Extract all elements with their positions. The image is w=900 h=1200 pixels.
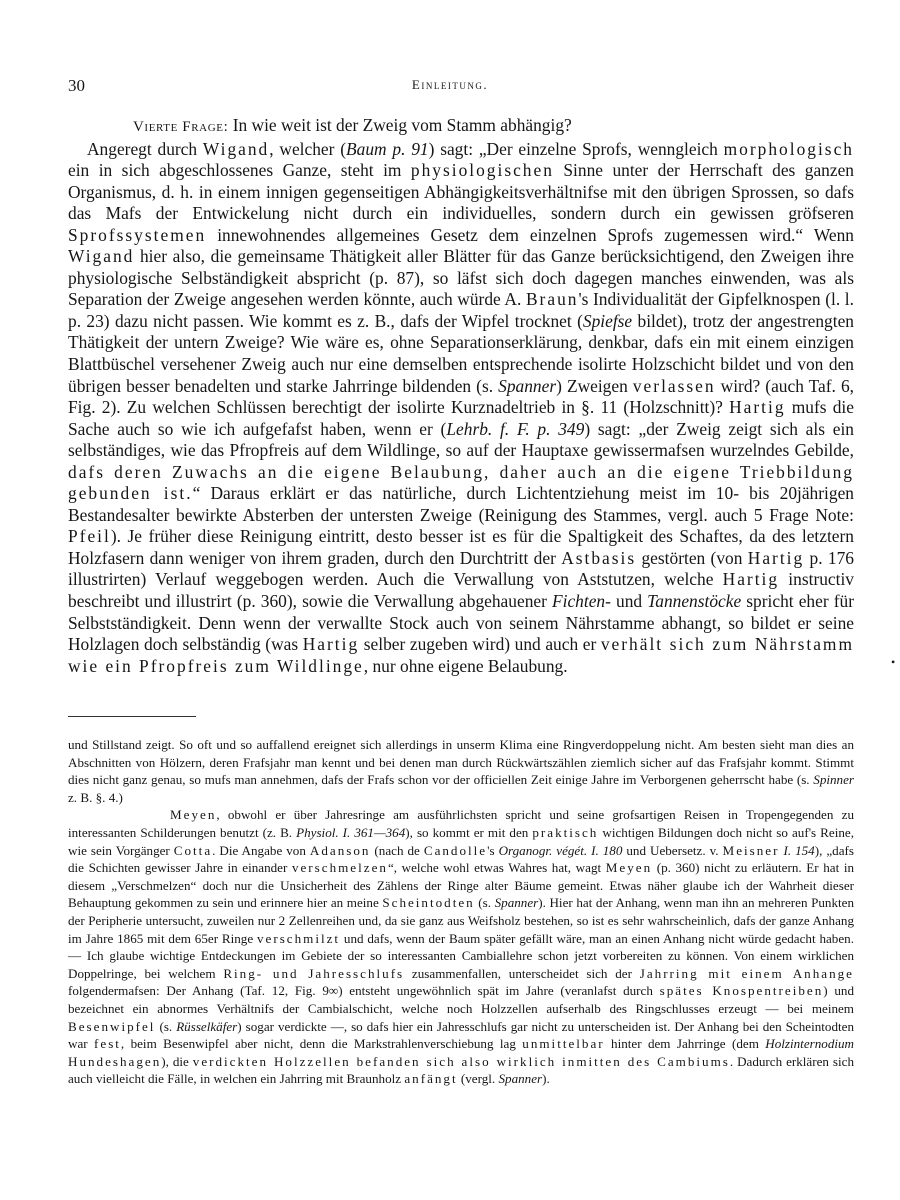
emphasis: physiologischen [410, 160, 554, 181]
text-run: wichtigen Bildungen doch nicht so auf's Reine, wie sein Vorgänger [68, 824, 854, 858]
emphasis: unmittelbar [522, 1036, 605, 1052]
citation: Physiol. I. 361—364 [296, 824, 406, 840]
author-name: Hartig [747, 547, 805, 568]
text-run: ), „dafs die Schichten gewisser Jahre in einander [68, 842, 854, 876]
footnote-divider [68, 716, 196, 717]
text-run: (vergl. [457, 1071, 499, 1087]
text-run: wird? (auch Taf. 6, Fig. 2). Zu welchen Schlüssen berechtigt der isolirte Kurznadeltrieb in §. 11 (Holzschnitt)? [68, 375, 854, 418]
citation: Baum p. 91 [346, 138, 429, 159]
running-head: Einleitung. [411, 77, 489, 92]
emphasis: verschmilzt [256, 930, 341, 946]
text-run: ), so kommt er mit den [405, 824, 533, 840]
emphasis: Spiefse [582, 310, 633, 331]
footnote-paragraph [68, 806, 854, 1088]
emphasis: verschmelzen [291, 860, 388, 876]
emphasis: morphologisch [723, 138, 854, 159]
author-name: Meyen [605, 860, 653, 876]
citation: Holzinternodium [765, 1036, 855, 1052]
text-run: selber zugeben wird) und auch er [359, 634, 601, 655]
emphasis: Besenwipfel [68, 1018, 156, 1034]
author-name: Wigand [68, 246, 135, 267]
text-run: (p. 360) nicht zu erläutern. Er hat in diesem „Verschmelzen“ doch nur die Unsicherheit des Zählens der Ringe alter Bäume gemeint. Etwas näher glaube ich der Wahrheit dieser Behauptung gekommen zu sein und erinnere hier an meine [68, 860, 855, 911]
text-run: ). [542, 1071, 550, 1087]
text-run: bildet), trotz der angestrengten Thätigkeit der untern Zweige? Wie wäre es, ohne Separationserklärung, denkbar, dafs ein mit einem einzigen Blattbüschel versehener Zweig auch nur eine demselben entsprechende isolirte Holzschicht bildet und von den übrigen besser benadelten und starke Jahrringe bildenden (s. [68, 310, 854, 396]
text-run: Angeregt durch [87, 138, 203, 159]
question-heading: Vierte Frage: [133, 119, 229, 135]
question-paragraph [68, 115, 854, 139]
text-run: hier also, die gemeinsame Thätigkeit aller Blätter für das Ganze berücksichtigend, den Zweigen ihre physiologische Selbständigkeit abspricht (p. 87), so läfst sich doch dagegen manches einwenden, was als Separation der Zweige angesehen werden könnte, auch würde A. [68, 246, 854, 310]
text-run: z. B. §. 4.) [68, 789, 123, 805]
text-run: “, welche wohl etwas Wahres hat, wagt [387, 860, 606, 876]
emphasis: Scheintodten [382, 895, 475, 911]
author-name: Braun [525, 289, 579, 310]
emphasis: anfängt [404, 1071, 458, 1087]
emphasis: fest [94, 1036, 121, 1052]
emphasis: dafs deren Zuwachs an die eigene Belaubung, daher auch an die eigene Triebbildung gebunden ist. [68, 461, 854, 504]
footnotes [68, 736, 854, 1088]
text-run: ) Zweigen [556, 375, 633, 396]
citation: Spanner [498, 1071, 543, 1087]
text-run: , beim Besenwipfel aber nicht, denn die Markstrahlenverschiebung lag [120, 1036, 523, 1052]
footnote-continuation [68, 736, 854, 806]
body-paragraph [68, 139, 854, 678]
text-run: ) sogar verdickte —, so dafs hier ein Jahresschlufs gar nicht zu unterscheiden ist. Der Anhang bei den Scheintodten war [68, 1018, 854, 1052]
text-run: und dafs, wenn der Baum später gefällt wäre, man an einen Anhang nicht würde gedacht haben. — Ich glaube wichtige Entdeckungen im Gebiete der so interessanten Cambiallehre schon jetzt vorbereiten zu können. Von einem wirklichen Doppelringe, bei welchem [68, 930, 854, 981]
emphasis: Jahrring mit einem Anhange [639, 965, 854, 981]
author-name: Hartig [722, 569, 780, 590]
text-run: 's [487, 842, 499, 858]
text-run: innewohnendes allgemeines Gesetz dem einzelnen Sprofs zugemessen wird.“ Wenn [206, 224, 854, 245]
text-run: (s. [155, 1018, 177, 1034]
emphasis: Sprofssystemen [68, 224, 207, 245]
author-name: Cotta [173, 842, 213, 858]
citation: Lehrb. f. F. p. 349 [446, 418, 585, 439]
text-run: ). Hier hat der Anhang, wenn man ihn an mehreren Punkten der Peripherie untersucht, zuweilen nur 2 Zellenreihen und, da sie ganz aus Weifsholz bestehen, so ist es sehr wahrscheinlich, dafs der ganze Anhang im Jahre 1865 mit dem 65er Ringe [68, 895, 855, 946]
citation: Spanner [494, 895, 539, 911]
emphasis: Tannenstöcke [647, 591, 742, 612]
text-run: 's Individualität der Gipfelknospen (l. l. p. 23) dazu nicht passen. Wie kommt es z. B., dafs der Wipfel trocknet ( [68, 289, 854, 331]
author-name: Hundeshagen [68, 1053, 162, 1069]
author-name: Wigand [202, 138, 270, 159]
text-run: spricht eher für Selbstständigkeit. Denn wenn der verwallte Stock auch von seinem Nährstamme abhangt, so bildet er seine Holzlagen doch selbständig (was [68, 591, 855, 655]
text-run: ), die [161, 1053, 193, 1069]
emphasis: spätes Knospentreiben [659, 983, 824, 999]
citation: Spanner [498, 375, 557, 396]
emphasis: Fichten- [552, 591, 611, 612]
text-run: und Stillstand zeigt. So oft und so auffallend ereignet sich allerdings in unserm Klima eine Ringverdoppelung nicht. Am besten sieht man dies an Abschnitten von Hölzern, deren Frafsjahr man kennt und bei denen man durch Rückwärtszählen ziemlich sicher auf das Frafsjahr kommt. Stimmt dies nicht ganz genau, so mufs man annehmen, dafs der Frafs schon vor der officiellen Zeit einige Jahre im Verborgenen geherrscht habe (s. [68, 737, 854, 788]
author-name: Adanson [309, 842, 371, 858]
author-name: Hartig [302, 634, 360, 655]
author-name: Hartig [729, 397, 786, 418]
text-run: und [610, 591, 648, 612]
emphasis: Ring- und Jahresschlufs [223, 965, 405, 981]
text-run: , welcher ( [269, 138, 347, 159]
author-name: Pfeil [68, 526, 111, 547]
citation: Organogr. végét. I. 180 [498, 842, 623, 858]
text-run: ). Je früher diese Reinigung eintritt, desto besser ist es für die Spaltigkeit des Schaftes, da des letztern Holzfasern dann weniger von ihrem graden, durch den Durchtritt der [68, 526, 854, 568]
emphasis: praktisch [532, 824, 599, 840]
text-run: Sinne unter der Herrschaft des ganzen Organismus, d. h. in einem innigen gegenseitigen Abhängigkeitsverhältnifse mit den übrigen Sprossen, so dafs das Mafs der Entwickelung nicht durch ein individuelles, sondern durch ein gewissen gröfseren [68, 160, 854, 224]
emphasis: verhält sich zum Nährstamm wie ein Pfropfreis zum Wildlinge [68, 634, 854, 676]
text-run: . Dadurch erklären sich auch vielleicht die Fälle, in welchen ein Jahrring mit Braunholz [68, 1053, 854, 1087]
margin-mark: • [891, 655, 896, 669]
text-run: ) sagt: „Der einzelne Sprofs, wenngleich [428, 138, 724, 159]
text-run: p. 176 illustrirten) Verlauf weggebogen werden. Auch die Verwallung von Aststutzen, welche [68, 547, 855, 590]
text-run: gestörten (von [636, 547, 748, 568]
text-run: zusammenfallen, unterscheidet sich der [404, 965, 640, 981]
citation: Spinner [813, 772, 854, 788]
text-run: ein in sich abgeschlossenes Ganze, steht im [68, 160, 411, 181]
page-number: 30 [68, 76, 85, 95]
text-run: hinter dem Jahrringe (dem [604, 1036, 766, 1052]
author-name: Meyen [170, 807, 217, 823]
text-run: (s. [474, 895, 495, 911]
question-text: In wie weit ist der Zweig vom Stamm abhängig? [232, 115, 572, 135]
text-run: . Die Angabe von [212, 842, 310, 858]
text-run: ) und bezeichnet ein abnormes Verhältnifs der Cambialschicht, welche noch Holzzellen aufserhalb des Ringschlusses erzeugt — bei meinem [68, 983, 854, 1016]
text-run: mufs die Sache auch so wie ich aufgefafst haben, wenn er ( [68, 397, 854, 439]
emphasis: Astbasis [561, 547, 637, 568]
author-name: Candolle [423, 842, 488, 858]
text-run: und Uebersetz. v. [622, 842, 723, 858]
author-name: Meisner [722, 842, 780, 858]
text-run: folgendermafsen: Der Anhang (Taf. 12, Fig. 9∞) entsteht ungewöhnlich spät im Jahre (veranlafst durch [68, 983, 660, 999]
emphasis: verlassen [632, 375, 716, 396]
citation: Rüsselkäfer [176, 1018, 238, 1034]
text-run: “ Daraus erklärt er das natürliche, durch Lichtentziehung meist im 10- bis 20jährigen Bestandesalter bewirkte Absterben der untersten Zweige (Reinigung des Stammes, vergl. auch 5 Frage Note: [68, 483, 854, 525]
emphasis: verdickten Holzzellen befanden sich also wirklich inmitten des Cambiums [192, 1053, 730, 1069]
text-run: ) sagt: „der Zweig zeigt sich als ein selbständiges, wie das Pfropfreis auf dem Wildlinge, so auf der Hauptaxe gewissermafsen wurzelndes Gebilde, [68, 418, 854, 461]
text-run: (nach de [370, 842, 424, 858]
text-run: , obwohl er über Jahresringe am ausführlichsten spricht und seine grofsartigen Reisen in Tropengegenden zu interessanten Schilderungen benutzt (z. B. [68, 807, 854, 840]
citation: I. 154 [783, 842, 815, 858]
text-run: instructiv beschreibt und illustrirt (p. 360), sowie die Verwallung abgehauener [68, 569, 855, 612]
main-text [68, 115, 854, 677]
text-run: , nur ohne eigene Belaubung. [363, 655, 568, 676]
